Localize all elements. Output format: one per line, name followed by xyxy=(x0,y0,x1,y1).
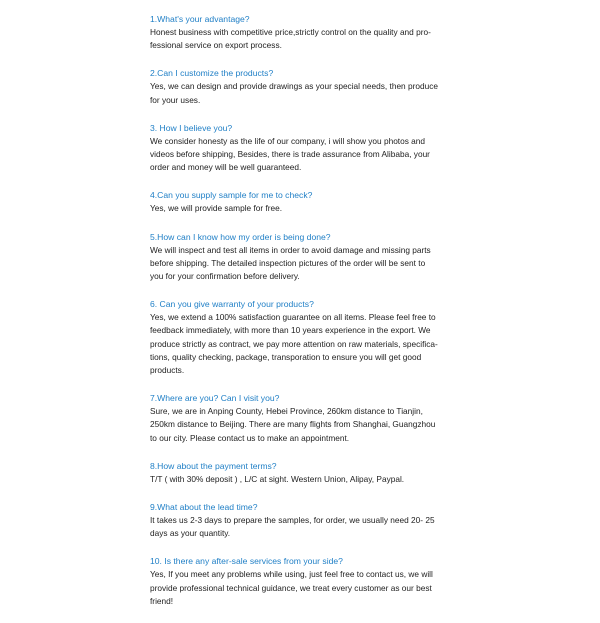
faq-answer-line: 250km distance to Beijing. There are many flights from Shanghai, Guangzhou xyxy=(150,419,436,430)
faq-question-7: 7.Where are you? Can I visit you? xyxy=(150,393,280,404)
faq-answer-line: fessional service on export process. xyxy=(150,40,282,51)
faq-answer-line: Honest business with competitive price,strictly control on the quality and pro- xyxy=(150,27,431,37)
faq-answer-line: videos before shipping, Besides, there is trade assurance from Alibaba, your xyxy=(150,149,430,160)
faq-answer-line: Yes, we can design and provide drawings as your special needs, then produce xyxy=(150,81,438,92)
faq-answer-line: It takes us 2-3 days to prepare the samples, for order, we usually need 20- 25 xyxy=(150,515,435,526)
faq-answer-6 xyxy=(150,311,460,377)
faq-answer-line: for your uses. xyxy=(150,94,201,105)
faq-question-5: 5.How can I know how my order is being done? xyxy=(150,231,331,242)
faq-answer-line: feedback immediately, with more than 10 years experience in the export. We xyxy=(150,325,431,336)
faq-question-10: 10. Is there any after-sale services from your side? xyxy=(150,556,343,567)
faq-item-5 xyxy=(150,231,460,284)
faq-answer-line: We will inspect and test all items in order to avoid damage and missing parts xyxy=(150,244,431,255)
faq-question-3: 3. How I believe you? xyxy=(150,122,233,133)
faq-question-6: 6. Can you give warranty of your products? xyxy=(150,299,314,310)
faq-answer-line: to our city. Please contact us to make an appointment. xyxy=(150,432,350,443)
faq-answer-line: products. xyxy=(150,365,185,376)
faq-item-7 xyxy=(150,392,460,445)
faq-list xyxy=(150,13,460,623)
faq-answer-10 xyxy=(150,568,460,608)
faq-answer-4 xyxy=(150,202,460,215)
faq-answer-1 xyxy=(150,26,460,52)
faq-answer-8 xyxy=(150,473,460,486)
faq-item-2 xyxy=(150,67,460,106)
faq-item-8 xyxy=(150,460,460,486)
faq-answer-line: Yes, we will provide sample for free. xyxy=(150,203,283,214)
faq-answer-line: T/T ( with 30% deposit ) , L/C at sight. Western Union, Alipay, Paypal. xyxy=(150,473,405,484)
faq-item-1 xyxy=(150,13,460,52)
faq-item-4 xyxy=(150,189,460,215)
faq-item-3 xyxy=(150,122,460,175)
faq-answer-line: Sure, we are in Anping County, Hebei Province, 260km distance to Tianjin, xyxy=(150,406,423,417)
faq-answer-2 xyxy=(150,80,460,106)
faq-answer-5 xyxy=(150,244,460,284)
faq-answer-line: Yes, If you meet any problems while using, just feel free to contact us, we will xyxy=(150,569,433,580)
faq-answer-3 xyxy=(150,135,460,175)
faq-answer-line: before shipping. The detailed inspection pictures of the order will be sent to xyxy=(150,257,426,268)
faq-answer-line: provide professional technical guidance, we treat every customer as our best xyxy=(150,582,432,593)
faq-answer-line: days as your quantity. xyxy=(150,528,231,539)
faq-item-10 xyxy=(150,555,460,608)
faq-question-1: 1.What's your advantage? xyxy=(150,14,250,24)
faq-question-8: 8.How about the payment terms? xyxy=(150,460,277,471)
faq-item-9 xyxy=(150,501,460,540)
faq-question-4: 4.Can you supply sample for me to check? xyxy=(150,190,313,201)
faq-question-9: 9.What about the lead time? xyxy=(150,502,258,513)
faq-answer-line: order and money will be well guaranteed. xyxy=(150,162,302,173)
faq-answer-line: Yes, we extend a 100% satisfaction guarantee on all items. Please feel free to xyxy=(150,312,436,323)
faq-answer-7 xyxy=(150,405,460,445)
faq-answer-9 xyxy=(150,514,460,540)
faq-answer-line: tions, quality checking, package, transporation to ensure you will get good xyxy=(150,351,422,362)
faq-answer-line: friend! xyxy=(150,595,174,606)
faq-answer-line: We consider honesty as the life of our company, i will show you photos and xyxy=(150,135,426,146)
faq-answer-line: you for your confirmation before delivery. xyxy=(150,271,300,282)
faq-item-6 xyxy=(150,298,460,377)
faq-question-2: 2.Can I customize the products? xyxy=(150,68,274,79)
faq-answer-line: produce strictly as contract, we pay more attention on raw materials, specifica- xyxy=(150,338,438,349)
